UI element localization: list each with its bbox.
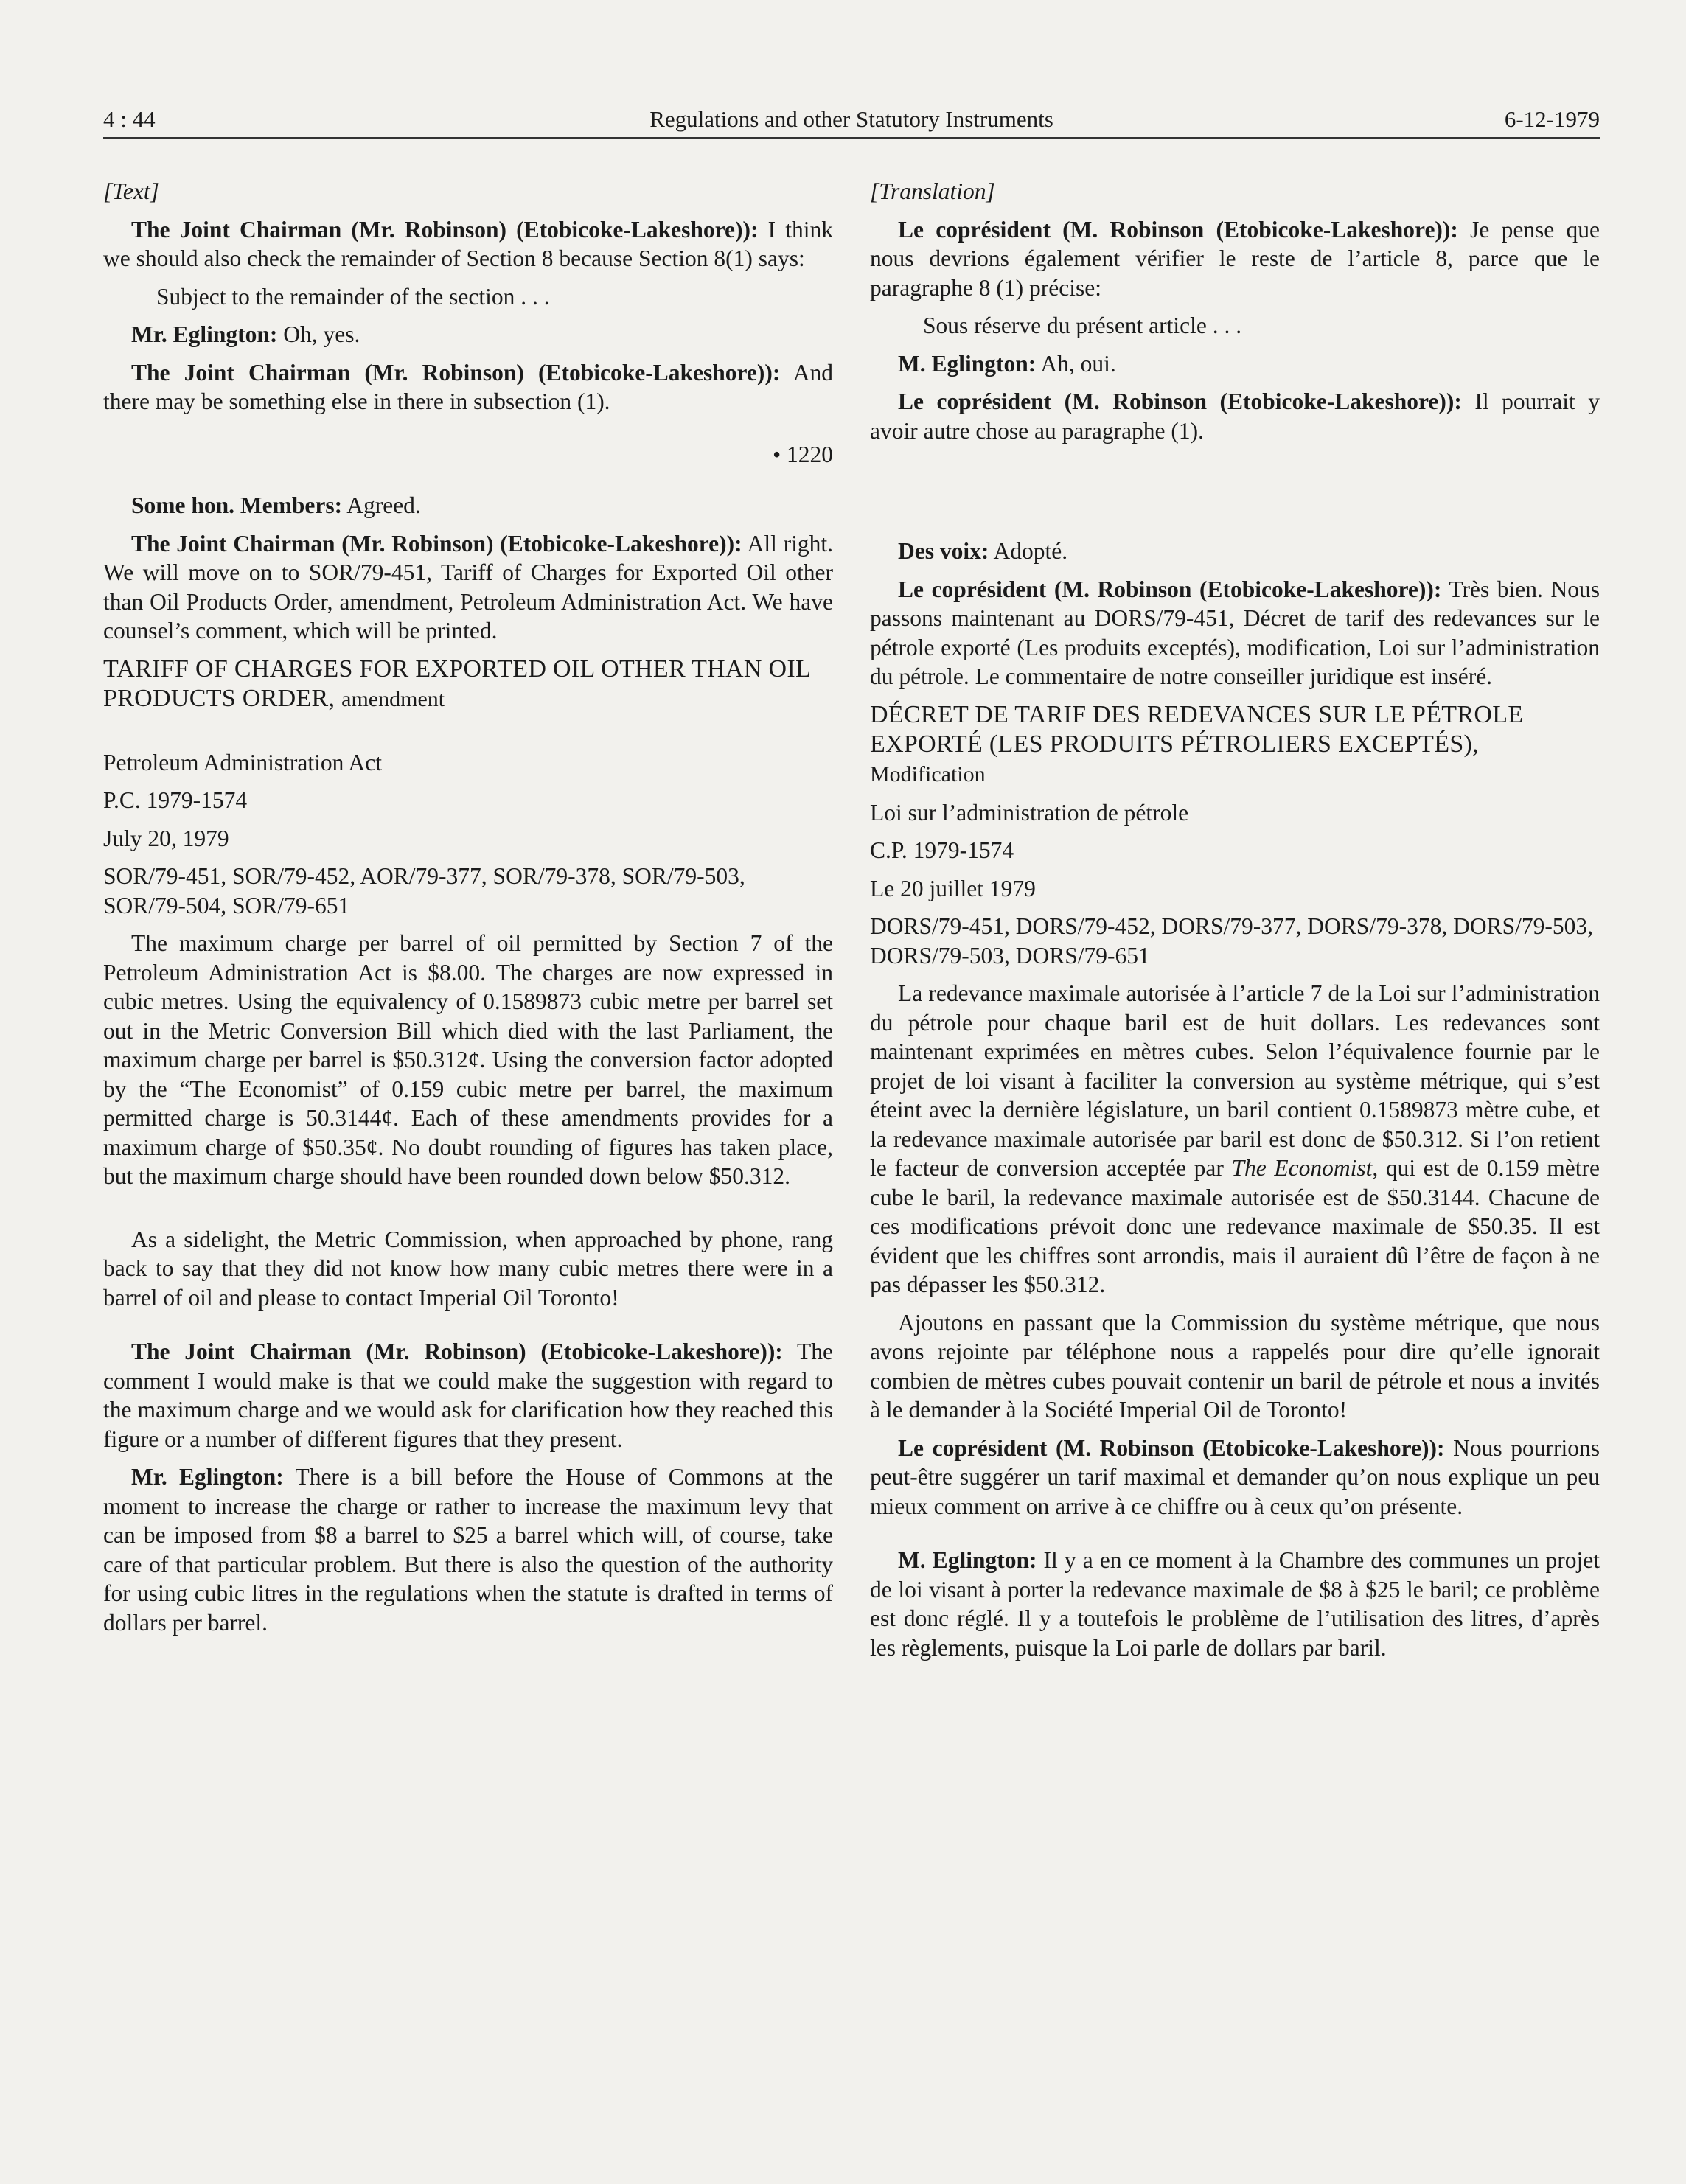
paragraph: M. Eglington: Il y a en ce moment à la Chambre des communes un projet de loi visant à porter la redevance maximale de $8 à $25 le baril; ce problème est donc réglé. Il y a toutefois le problème de l’utilisation des litres, d’après les règlements, puisque la Loi parle de dollars par baril.: [870, 1547, 1600, 1661]
paragraph: Des voix: Adopté.: [898, 538, 1068, 564]
order-title: TARIFF OF CHARGES FOR EXPORTED OIL OTHER THAN OIL PRODUCTS ORDER, amendment: [103, 655, 810, 712]
paragraph: Some hon. Members: Agreed.: [131, 492, 421, 518]
order-title: DÉCRET DE TARIF DES REDEVANCES SUR LE PÉTROLE EXPORTÉ (LES PRODUITS PÉTROLIERS EXCEPTÉS), Modification: [870, 700, 1524, 786]
french-column: [870, 177, 1600, 1671]
paragraph: La redevance maximale autorisée à l’article 7 de la Loi sur l’administration du pétrole pour chaque baril est de huit dollars. Les redevances sont maintenant exprimées en mètres cubes. Selon l’équivalence fournie par le projet de loi visant à faciliter la conversion au système métrique, qui s’est éteint avec la dernière législature, un baril contient 0.1589873 mètre cube, et la redevance maximale autorisée par baril est donc de $50.312. Si l’on retient le facteur de conversion acceptée par The Economist, qui est de 0.159 mètre cube le baril, la redevance maximale autorisée est de $50.3144. Chacune de ces modifications prévoit donc une redevance maximale de $50.35. Il est évident que les chiffres sont arrondis, mais il auraient dû l’être de façon à ne pas dépasser les $50.312.: [870, 980, 1600, 1297]
page-header: [103, 103, 1600, 139]
order-date: Le 20 juillet 1979: [870, 875, 1036, 901]
page-number: 4 : 44: [103, 106, 156, 132]
paragraph: Ajoutons en passant que la Commission du système métrique, que nous avons rejointe par téléphone nous a rappelés pour dire qu’elle ignorait combien de mètres cubes pouvait contenir un baril de pétrole et nous a invités à le demander à la Société Imperial Oil de Toronto!: [870, 1309, 1600, 1423]
paragraph: The maximum charge per barrel of oil permitted by Section 7 of the Petroleum Administration Act is $8.00. The charges are now expressed in cubic metres. Using the equivalency of 0.1589873 cubic metre per barrel set out in the Metric Conversion Bill which died with the last Parliament, the maximum charge per barrel is $50.312¢. Using the conversion factor adopted by the “The Economist” of 0.159 cubic metre per barrel, the maximum permitted charge is 50.3144¢. Each of these amendments provides for a maximum charge of $50.35¢. No doubt rounding of figures has taken place, but the maximum charge should have been rounded down below $50.312.: [103, 930, 833, 1189]
quote: Sous réserve du présent article . . .: [923, 313, 1242, 338]
pc-number: C.P. 1979-1574: [870, 837, 1014, 863]
paragraph: Le coprésident (M. Robinson (Etobicoke-Lakeshore)): Nous pourrions peut-être suggérer un tarif maximal et demander qu’on nous explique un peu mieux comment on arrive à ce chiffre ou à ceux qu’on présente.: [870, 1434, 1600, 1519]
paragraph: Le coprésident (M. Robinson (Etobicoke-Lakeshore)): Très bien. Nous passons maintenant au DORS/79-451, Décret de tarif des redevances sur le pétrole exporté (Les produits exceptés), modification, Loi sur l’administration du pétrole. Le commentaire de notre conseiller juridique est inséré.: [870, 576, 1600, 689]
translation-label: [Translation]: [870, 178, 995, 204]
act-name: Petroleum Administration Act: [103, 749, 382, 775]
paragraph: As a sidelight, the Metric Commission, when approached by phone, rang back to say that they did not know how many cubic metres there were in a barrel of oil and please to contact Imperial Oil Toronto!: [103, 1226, 833, 1311]
paragraph: M. Eglington: Ah, oui.: [898, 350, 1116, 377]
header-date: 6-12-1979: [1504, 106, 1600, 132]
paragraph: The Joint Chairman (Mr. Robinson) (Etobicoke-Lakeshore)): And there may be something else in there in subsection (1).: [103, 359, 833, 414]
pc-number: P.C. 1979-1574: [103, 787, 248, 813]
paragraph: Mr. Eglington: There is a bill before the House of Commons at the moment to increase the charge or rather to increase the maximum levy that can be imposed from $8 a barrel to $25 a barrel which will, of course, take care of that particular problem. But there is also the question of the authority for using cubic litres in the regulations when the statute is drafted in terms of dollars per barrel.: [103, 1464, 833, 1636]
running-title: Regulations and other Statutory Instruments: [649, 106, 1053, 132]
paragraph: The Joint Chairman (Mr. Robinson) (Etobicoke-Lakeshore)): All right. We will move on to SOR/79-451, Tariff of Charges for Exported Oil other than Oil Products Order, amendment, Petroleum Administration Act. We have counsel’s comment, which will be printed.: [103, 530, 834, 643]
english-column: [103, 177, 833, 1646]
paragraph: Le coprésident (M. Robinson (Etobicoke-Lakeshore)): Il pourrait y avoir autre chose au paragraphe (1).: [870, 388, 1600, 444]
sor-list: DORS/79-451, DORS/79-452, DORS/79-377, DORS/79-378, DORS/79-503, DORS/79-503, DORS/79-651: [870, 913, 1593, 969]
sor-list: SOR/79-451, SOR/79-452, AOR/79-377, SOR/79-378, SOR/79-503, SOR/79-504, SOR/79-651: [103, 863, 745, 918]
order-date: July 20, 1979: [103, 825, 229, 851]
act-name: Loi sur l’administration de pétrole: [870, 799, 1189, 826]
text-label: [Text]: [103, 178, 159, 204]
time-marker: • 1220: [773, 441, 833, 467]
paragraph: The Joint Chairman (Mr. Robinson) (Etobicoke-Lakeshore)): I think we should also check the remainder of Section 8 because Section 8(1) says:: [103, 216, 834, 271]
quote: Subject to the remainder of the section . . .: [156, 283, 550, 310]
paragraph: Le coprésident (M. Robinson (Etobicoke-Lakeshore)): Je pense que nous devrions également vérifier le reste de l’article 8, parce que le paragraphe 8 (1) précise:: [870, 216, 1600, 301]
paragraph: The Joint Chairman (Mr. Robinson) (Etobicoke-Lakeshore)): The comment I would make is that we could make the suggestion with regard to the maximum charge and we would ask for clarification how they reached this figure or a number of different figures that they present.: [103, 1339, 833, 1452]
paragraph: Mr. Eglington: Oh, yes.: [131, 321, 360, 347]
